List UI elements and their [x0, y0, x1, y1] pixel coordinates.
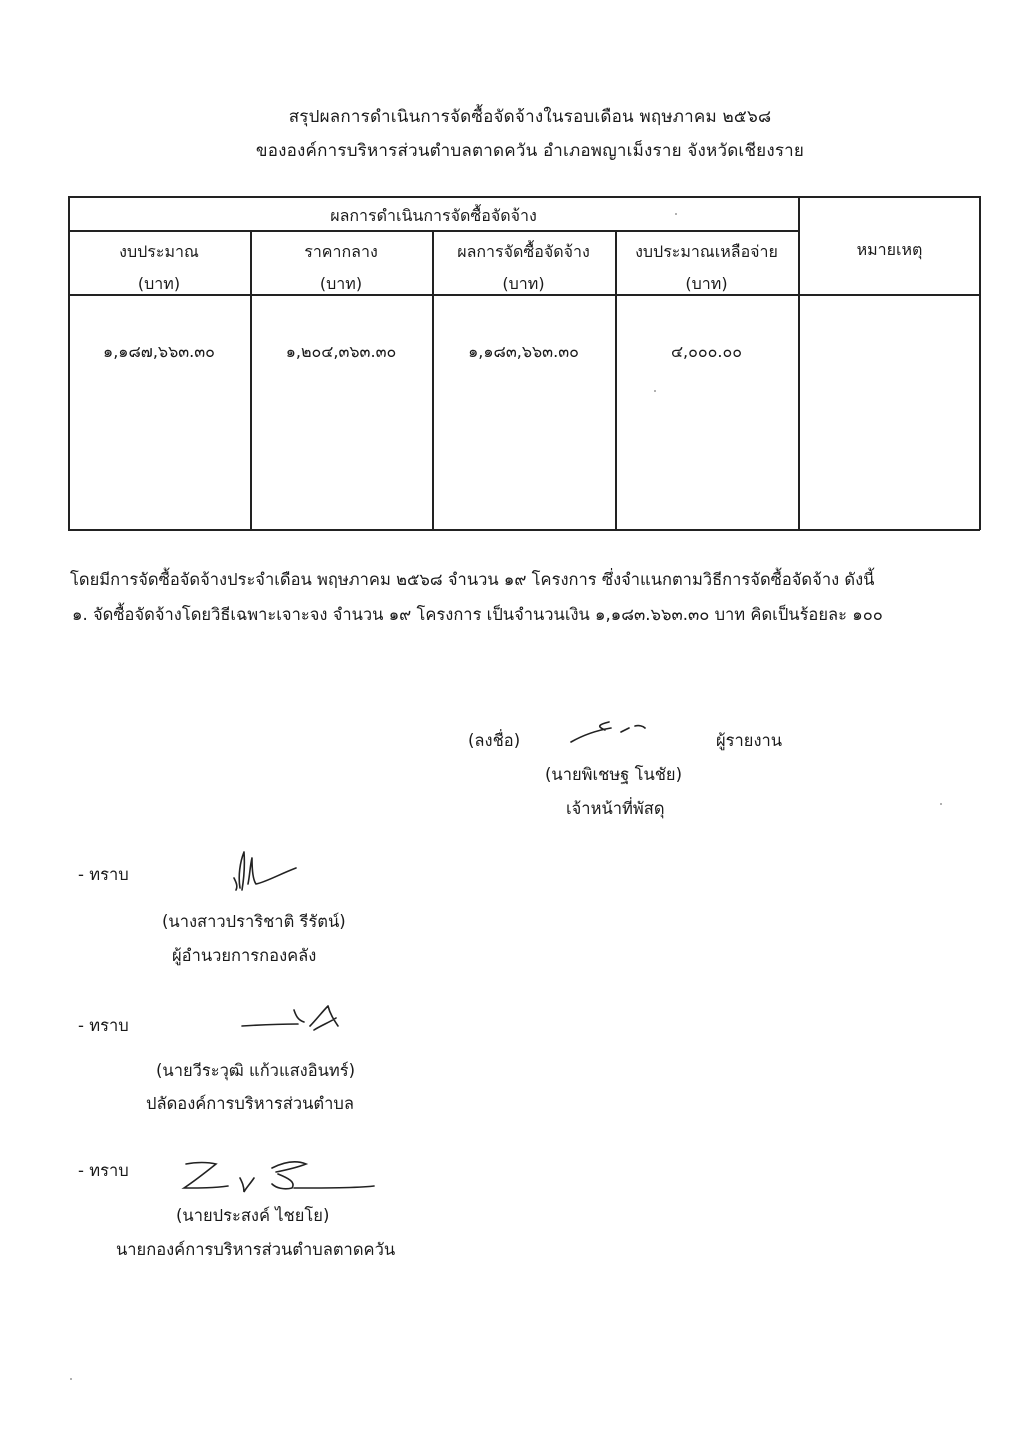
table-border-top — [68, 196, 980, 198]
cell-procurement-result: ๑,๑๘๓,๖๖๓.๓๐ — [468, 342, 579, 361]
col-header-budget: งบประมาณ — [119, 242, 199, 261]
ack-name: (นายประสงค์ ไชยโย) — [176, 1206, 330, 1225]
mayor-signature — [176, 1148, 386, 1198]
reporter-signature — [565, 714, 655, 750]
table-group-header: ผลการดำเนินการจัดซื้อจัดจ้าง — [330, 206, 537, 225]
document-title: สรุปผลการดำเนินการจัดซื้อจัดจ้างในรอบเดือน พฤษภาคม ๒๕๖๘ — [288, 107, 772, 127]
col-header-procurement-result: ผลการจัดซื้อจัดจ้าง — [457, 242, 590, 261]
col-unit-procurement-result: (บาท) — [502, 274, 545, 293]
table-group-header-divider — [68, 230, 799, 232]
cell-median-price: ๑,๒๐๔,๓๖๓.๓๐ — [285, 342, 397, 361]
summary-line-2: ๑. จัดซื้อจัดจ้างโดยวิธีเฉพาะเจาะจง จำนวน ๑๙ โครงการ เป็นจำนวนเงิน ๑,๑๘๓.๖๖๓.๓๐ บาท คิดเป็นร้อยละ ๑๐๐ — [72, 605, 883, 624]
col-unit-remaining-budget: (บาท) — [685, 274, 728, 293]
scan-speck — [675, 213, 677, 215]
col-unit-median-price: (บาท) — [319, 274, 363, 293]
cell-budget: ๑,๑๘๗,๖๖๓.๓๐ — [103, 342, 215, 361]
ack-prefix: - ทราบ — [78, 1016, 129, 1035]
col-header-median-price: ราคากลาง — [304, 242, 378, 261]
finance-director-signature — [226, 848, 316, 898]
ack-name: (นายวีระวุฒิ แก้วแสงอินทร์) — [156, 1061, 356, 1080]
summary-line-1: โดยมีการจัดซื้อจัดจ้างประจำเดือน พฤษภาคม ๒๕๖๘ จำนวน ๑๙ โครงการ ซึ่งจำแนกตามวิธีการจัดซื้อจัดจ้าง ดังนี้ — [70, 570, 875, 589]
table-remark-header: หมายเหตุ — [856, 240, 923, 259]
scan-speck — [70, 1378, 72, 1380]
col-unit-budget: (บาท) — [137, 274, 181, 293]
reporter-position: เจ้าหน้าที่พัสดุ — [566, 799, 665, 818]
document-subtitle: ขององค์การบริหารส่วนตำบลตาดควัน อำเภอพญาเม็งราย จังหวัดเชียงราย — [255, 141, 805, 161]
ack-prefix: - ทราบ — [78, 865, 129, 884]
deputy-signature — [238, 1000, 348, 1040]
procurement-summary-table — [68, 196, 980, 530]
scan-speck — [940, 803, 942, 805]
ack-position: ผู้อำนวยการกองคลัง — [172, 946, 317, 965]
reporter-name: (นายพิเชษฐ โนชัย) — [545, 765, 683, 784]
cell-remaining-budget: ๔,๐๐๐.๐๐ — [670, 342, 743, 361]
table-border-bottom — [68, 529, 980, 531]
ack-prefix: - ทราบ — [78, 1161, 129, 1180]
reporter-sign-label: (ลงชื่อ) — [468, 731, 521, 750]
scan-speck — [654, 390, 656, 392]
ack-position: นายกองค์การบริหารส่วนตำบลตาดควัน — [116, 1240, 396, 1259]
reporter-role-label: ผู้รายงาน — [716, 731, 783, 750]
col-header-remaining-budget: งบประมาณเหลือจ่าย — [635, 242, 778, 261]
ack-name: (นางสาวปราริชาติ รีรัตน์) — [162, 912, 346, 931]
ack-position: ปลัดองค์การบริหารส่วนตำบล — [146, 1094, 354, 1113]
